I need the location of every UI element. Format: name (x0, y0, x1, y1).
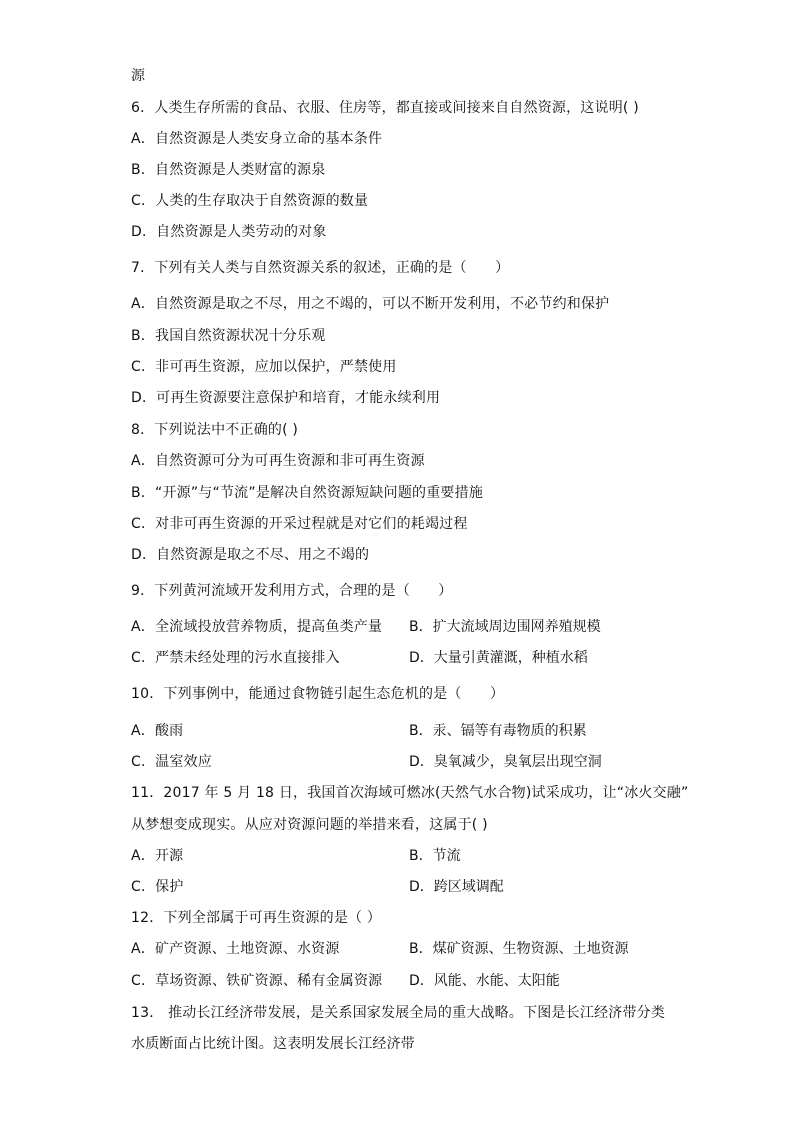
option-c: C．人类的生存取决于自然资源的数量 (131, 193, 369, 209)
question-12: 12．下列全部属于可再生资源的是（ ） (131, 910, 382, 926)
option-a: A．酸雨 (131, 723, 184, 739)
option-d: D．自然资源是人类劳动的对象 (131, 224, 327, 240)
option-d: D．大量引黄灌溉，种植水稻 (409, 650, 588, 666)
option-a: A．矿产资源、土地资源、水资源 (131, 941, 340, 957)
option-d: D．跨区域调配 (409, 879, 504, 895)
option-d: D．自然资源是取之不尽、用之不竭的 (131, 547, 370, 563)
question-8: 8．下列说法中不正确的( ) (131, 422, 299, 438)
option-b: B．煤矿资源、生物资源、土地资源 (409, 941, 629, 957)
option-a: A．全流域投放营养物质，提高鱼类产量 (131, 619, 383, 635)
question-7: 7．下列有关人类与自然资源关系的叙述，正确的是（ ） (131, 260, 510, 276)
option-b: B．“开源”与“节流”是解决自然资源短缺问题的重要措施 (131, 485, 484, 501)
option-c: C．对非可再生资源的开采过程就是对它们的耗竭过程 (131, 516, 468, 532)
option-b: B．汞、镉等有毒物质的积累 (409, 723, 587, 739)
question-11: 11．2017 年 5 月 18 日，我国首次海域可燃冰(天然气水合物)试采成功，让“冰火交融” (131, 785, 689, 801)
option-d: D．可再生资源要注意保护和培育，才能永续利用 (131, 390, 441, 406)
option-b: B．我国自然资源状况十分乐观 (131, 328, 326, 344)
option-a: A．自然资源是人类安身立命的基本条件 (131, 131, 383, 147)
option-c: C．草场资源、铁矿资源、稀有金属资源 (131, 973, 383, 989)
question-9: 9．下列黄河流域开发利用方式，合理的是（ ） (131, 583, 453, 599)
option-a: A．自然资源是取之不尽，用之不竭的，可以不断开发利用，不必节约和保护 (131, 296, 610, 312)
option-d: D．臭氧减少，臭氧层出现空洞 (409, 754, 602, 770)
option-a: A．开源 (131, 848, 184, 864)
option-a: A．自然资源可分为可再生资源和非可再生资源 (131, 453, 425, 469)
text-line: 源 (131, 68, 146, 84)
option-c: C．非可再生资源，应加以保护，严禁使用 (131, 359, 397, 375)
question-6: 6．人类生存所需的食品、衣服、住房等，都直接或间接来自自然资源，这说明( ) (131, 100, 639, 116)
option-c: C．严禁未经处理的污水直接排入 (131, 650, 340, 666)
option-d: D．风能、水能、太阳能 (409, 973, 560, 989)
option-c: C．温室效应 (131, 754, 212, 770)
option-b: B．扩大流域周边围网养殖规模 (409, 619, 601, 635)
option-c: C．保护 (131, 879, 184, 895)
option-b: B．节流 (409, 848, 461, 864)
question-11-cont: 从梦想变成现实。从应对资源问题的举措来看，这属于( ) (131, 817, 488, 833)
option-b: B．自然资源是人类财富的源泉 (131, 162, 326, 178)
question-10: 10．下列事例中，能通过食物链引起生态危机的是（ ） (131, 686, 505, 702)
question-13-cont: 水质断面占比统计图。这表明发展长江经济带 (131, 1036, 415, 1052)
question-13: 13． 推动长江经济带发展，是关系国家发展全局的重大战略。下图是长江经济带分类 (131, 1005, 666, 1021)
